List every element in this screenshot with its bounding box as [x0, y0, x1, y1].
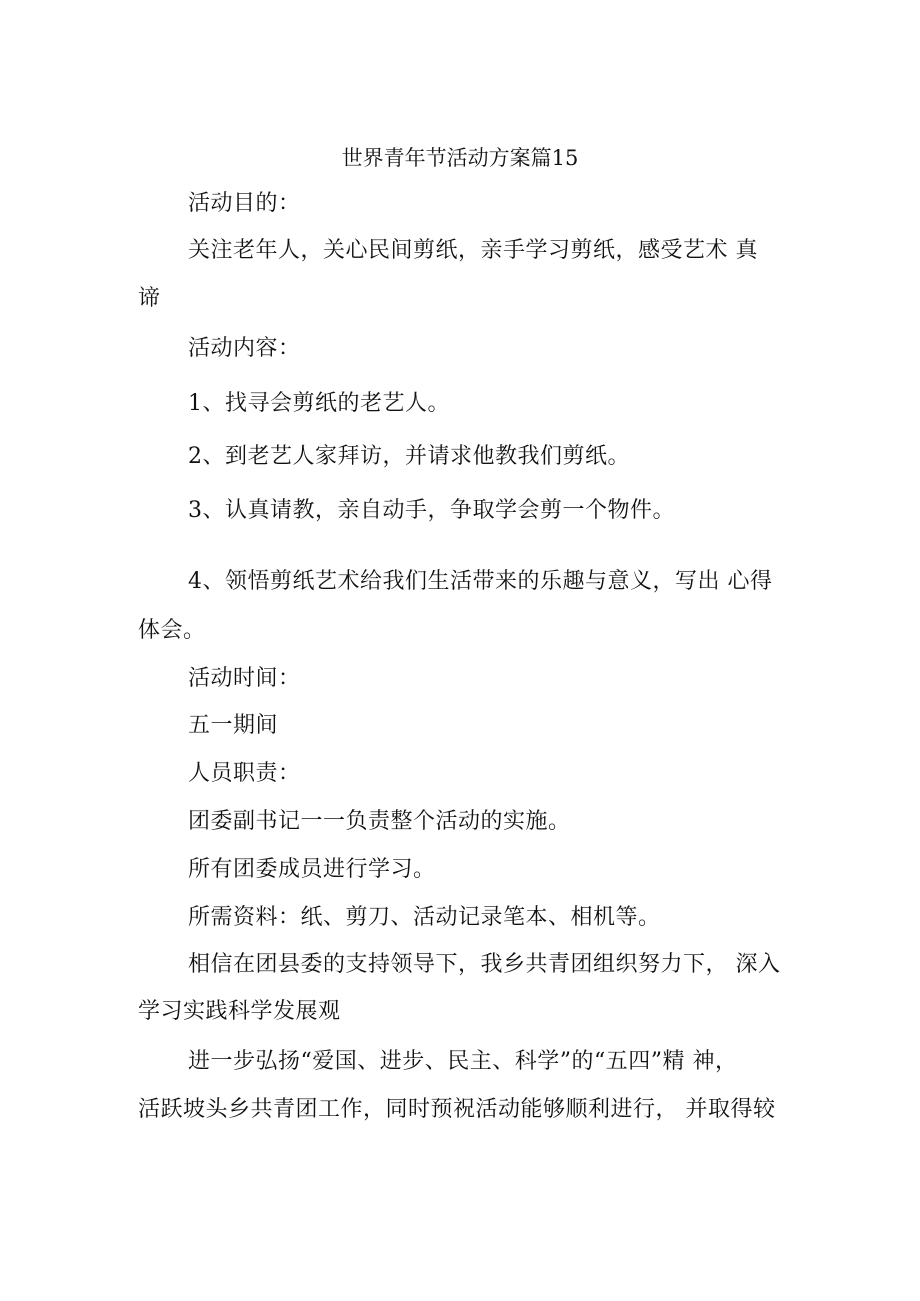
text-line-time-heading: 活动时间：: [188, 666, 301, 691]
text-line-purpose-cont: 谛: [138, 286, 161, 311]
text-line-purpose-heading: 活动目的：: [188, 191, 301, 216]
text-line-item-4: 4、领悟剪纸艺术给我们生活带来的乐趣与意义，写出 心得: [188, 569, 773, 594]
page-title: 世界青年节活动方案篇15: [341, 146, 579, 170]
text-line-item-3: 3、认真请教，亲自动手，争取学会剪一个物件。: [188, 498, 675, 523]
text-line-closing-1: 相信在团县委的支持领导下，我乡共青团组织努力下， 深入: [188, 952, 781, 977]
text-line-duty-heading: 人员职责：: [188, 761, 301, 786]
text-line-materials: 所需资料：纸、剪刀、活动记录笔本、相机等。: [188, 905, 661, 930]
text-line-duty-2: 所有团委成员进行学习。: [188, 857, 436, 882]
text-line-item-2: 2、到老艺人家拜访，并请求他教我们剪纸。: [188, 444, 630, 469]
text-line-closing-1-cont: 学习实践科学发展观: [138, 999, 341, 1024]
text-line-time: 五一期间: [188, 713, 279, 738]
text-line-content-heading: 活动内容：: [188, 336, 301, 361]
text-line-duty-1: 团委副书记一一负责整个活动的实施。: [188, 809, 571, 834]
text-line-purpose: 关注老年人，关心民间剪纸，亲手学习剪纸，感受艺术 真: [188, 238, 758, 263]
text-line-closing-2: 进一步弘扬“爱国、进步、民主、科学”的“五四”精 神，: [188, 1049, 738, 1074]
text-line-item-4-cont: 体会。: [138, 618, 206, 643]
text-line-closing-2-cont: 活跃坡头乡共青团工作，同时预祝活动能够顺利进行， 并取得较: [138, 1097, 776, 1122]
text-line-item-1: 1、找寻会剪纸的老艺人。: [188, 391, 450, 416]
